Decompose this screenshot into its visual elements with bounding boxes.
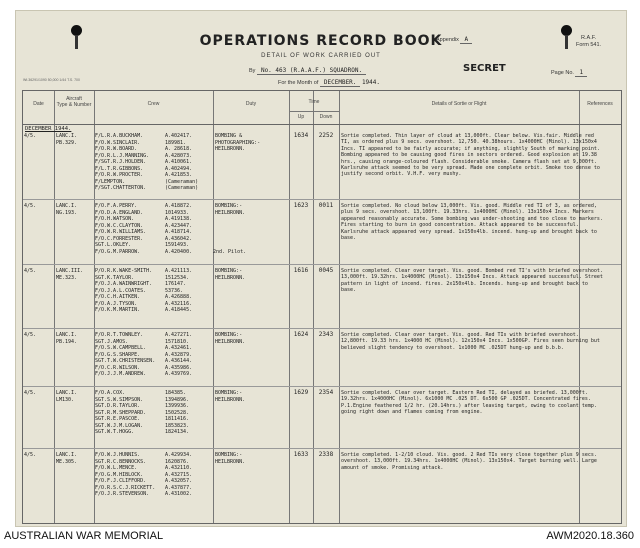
sortie-time-up: 1633: [293, 451, 309, 458]
form-ref-line2: Form 541.: [576, 42, 602, 48]
crew-member: F/O.W.C.CLAYTON.: [95, 222, 144, 229]
record-table: [22, 90, 622, 524]
sortie-duty: BOMBING:- HEILBRONN.: [215, 390, 246, 403]
crew-member: P/O.R.K.WAKE-SMITH.: [95, 268, 153, 274]
crew-service-number: A.418714.: [165, 229, 193, 235]
month-value: DECEMBER.: [320, 79, 361, 87]
crew-service-number: A. 28618.: [165, 146, 193, 152]
sortie-details: Sortie completed. Clear over target. Vis. good. Red TIs with briefed overshoot. 12,800ft. 19.33 hrs. 1x4000 HC (Minol). 12x150x4 Incs. 1x500GP. Fires seen burning but believed slight tendency to overshoot. 1x1000 MC .025DT hung-up and b.b.b.: [341, 332, 600, 351]
crew-service-number: A.419138.: [165, 216, 193, 222]
crew-service-number: 1014933.: [165, 209, 190, 216]
page-value: 1: [575, 69, 587, 77]
crew-service-number: 184385.: [165, 390, 187, 396]
crew-service-number: 1512534.: [165, 274, 190, 281]
header-date: Date: [33, 101, 44, 107]
crew-service-number: A.421113.: [165, 268, 193, 274]
sortie-aircraft: LANC.I. PB.329.: [56, 133, 78, 146]
crew-service-number: A.432057.: [165, 478, 193, 484]
crew-member: F/O.D.A.ENGLAND.: [95, 209, 144, 216]
footer-institution: AUSTRALIAN WAR MEMORIAL: [4, 530, 164, 542]
appendix: [436, 36, 472, 44]
header-down: Down: [319, 114, 333, 120]
sortie-duty: BOMBING:- HEILBRONN.: [215, 203, 246, 216]
crew-member: F/O.W.R.WILLIAMS.: [95, 229, 147, 235]
crew-member: F/O.A.J.TYSON.: [95, 300, 138, 307]
crew-member: SGT.K.TAYLOR.: [95, 274, 135, 281]
sortie-details: Sortie completed. Clear over target. Vis. good. Bombed red TI's with briefed overshoot. 13,000ft. 19.32hrs. 1x4000HC (Minol). 13x150x4 Incs. Attack appeared successful. Street pattern in light of incend. fires. 2x150x4lb. Incends. hung-up and brought back to base.: [341, 268, 603, 294]
sortie-duty: BOMBING:- HEILBRONN.: [215, 268, 246, 281]
sortie-time-up: 1616: [293, 267, 309, 274]
form-subtitle: DETAIL OF WORK CARRIED OUT: [261, 53, 381, 59]
month-label: For the Month of: [278, 80, 319, 86]
crew-member: SGT.R.C.BENNOCKS.: [95, 458, 147, 465]
crew-service-number: A.436144.: [165, 358, 193, 364]
crew-member: SGT.R.E.PASCOE.: [95, 416, 141, 422]
crew-service-number: A.432116.: [165, 300, 193, 307]
crew-service-number: 176147.: [165, 281, 187, 287]
crew-member: F/O.J.R.STEVENSON.: [95, 491, 150, 497]
sortie-date: 4/5.: [24, 390, 37, 396]
crew-service-number: A.421853.: [165, 172, 193, 178]
sortie-date: 4/5.: [24, 332, 37, 338]
sortie-details: Sortie completed. Clear over target. Eastern Red TI, delayed as briefed. 13,000ft. 19.32hrs. 1x4000HC (Minol). 6x1000 MC .025 DT. 6x500 GP .025DT. Concentrated fires. P.1.Engine feathered 1/2 hr. (20.14hrs.) after leaving target, owing to coolant temp. going right down and flames coming from engine.: [341, 390, 597, 416]
form-ref-line1: R.A.F.: [581, 35, 597, 41]
crew-service-number: 1502528.: [165, 409, 190, 416]
sortie-duty: BOMBING & PHOTOGRAPHING:- HEILBRONN.: [215, 133, 261, 152]
sortie-aircraft: LANC.III. ME.323.: [56, 268, 84, 281]
crew-service-number: 1853823.: [165, 422, 190, 429]
secret-stamp: SECRET: [463, 63, 506, 74]
sortie-time-down: 2252: [318, 132, 334, 139]
crew-member: SGT.T.W.CHRISTENSEN.: [95, 358, 156, 364]
crew-service-number: A.429934.: [165, 452, 193, 458]
crew-service-number: A.402417.: [165, 133, 193, 139]
header-details: Details of Sortie or Flight: [431, 101, 487, 107]
crew-member: SGT.S.W.SIMPSON.: [95, 396, 144, 403]
crew-service-number: (Cameraman): [165, 185, 199, 191]
sortie-time-down: 2343: [318, 331, 334, 338]
crew-member: F/SGT.CHATTERTON.: [95, 185, 147, 191]
year-value: 1944.: [361, 79, 380, 86]
sortie-time-down: 2338: [318, 451, 334, 458]
sortie-date: 4/5.: [24, 203, 37, 209]
header-duty: Duty: [245, 101, 257, 107]
crew-service-number: A.418445.: [165, 307, 193, 313]
print-codes: Wt.36291/1090 50,000 1/44 T.S. 700: [23, 78, 80, 82]
month-heading: DECEMBER 1944.: [25, 126, 72, 132]
unit-line: [249, 67, 366, 75]
sortie-aircraft: LANC.I. NG.193.: [56, 203, 78, 216]
crew-member: F/O.G.M.PARROW.: [95, 248, 141, 255]
sortie-time-up: 1624: [293, 331, 309, 338]
sortie-details: Sortie completed. 1-2/10 cloud. Vis. good. 2 Red TIs very close together plus 9 secs. overshoot. 13,000ft. 19.34hrs. 1x4000HC (Minol). 13x150x4. Target burning well. Large amount of smoke. Promising attack.: [341, 452, 597, 471]
crew-member: SGT.J.AMOS.: [95, 338, 129, 345]
month-line: [278, 79, 380, 87]
crew-member: F/O.C.H.AITKEN.: [95, 294, 141, 300]
crew-service-number: 189981.: [165, 139, 187, 146]
crew-member: F/O.G.S.SHARPE.: [95, 351, 141, 358]
sortie-duty: BOMBING:- HEILBRONN.: [215, 332, 246, 345]
page-number: [551, 69, 587, 77]
crew-service-number: A.432461.: [165, 345, 193, 351]
crew-member: F/SGT.R.J.HOLDEN.: [95, 159, 147, 165]
crew-service-number: 1811416.: [165, 416, 190, 422]
record-sheet: [15, 10, 627, 527]
crew-service-number: 53736.: [165, 287, 184, 294]
crew-service-number: A.402494.: [165, 165, 193, 172]
header-aircraft: Aircraft Type & Number: [56, 96, 92, 108]
crew-member: F/O.W.L.MENCE.: [95, 465, 138, 471]
sortie-time-up: 1634: [293, 132, 309, 139]
sortie-date: 4/5.: [24, 268, 37, 274]
crew-service-number: 1571810.: [165, 338, 190, 345]
crew-member: F/O.W.J.HUNNIS.: [95, 452, 141, 458]
crew-service-number: A.426888.: [165, 294, 193, 300]
crew-member: F/O.C.R.WILSON.: [95, 364, 141, 371]
crew-service-number: A.418872.: [165, 203, 193, 209]
crew-service-number: 1399936.: [165, 403, 190, 409]
crew-member: F/O.G.M.HIBLOCK.: [95, 471, 144, 478]
crew-member: F/O.C.FORRESTER.: [95, 235, 144, 242]
crew-service-number: A.437877.: [165, 484, 193, 491]
crew-member: SGT.W.J.M.LOGAN.: [95, 422, 144, 429]
crew-member: SGT.W.T.HOGG.: [95, 429, 135, 435]
sortie-duty: BOMBING:- HEILBRONN.: [215, 452, 246, 465]
sortie-time-up: 1623: [293, 202, 309, 209]
header-references: References: [587, 101, 613, 107]
header-time: Time: [308, 99, 320, 105]
crew-service-number: A.436042.: [165, 235, 193, 242]
crew-member: F/O.R.S.C.J.RICKETT.: [95, 484, 156, 491]
crew-service-number: 1394896.: [165, 396, 190, 403]
sortie-aircraft: LANC.I. PB.194.: [56, 332, 78, 345]
by-label: By: [249, 68, 256, 74]
crew-service-number: A.435986.: [165, 364, 193, 371]
crew-service-number: (Cameraman): [165, 178, 199, 185]
crew-service-number: A.428073.: [165, 152, 193, 159]
header-crew: Crew: [147, 101, 160, 107]
crew-service-number: 1620876.: [165, 458, 190, 465]
sortie-details: Sortie completed. Thin layer of cloud at 13,000ft. Clear below. Vis.fair. Middle red TI, as ordered plus 9 secs. overshoot. 12,750. 40.38hours. 1x4000HC (Minol). 13x150x4 Incs. TI appeared to be fairly accurate; if anything, slightly South of marking point. Bombing appeared to be causing good fires in sectors ordered. Good explosion at 19.38 hrs., causing orange-coloured flash. Considerable smoke. Camera flash set at 9,000ft. Karlsruhe attack seemed to be very spread. Made one complete orbit. Smoke too dense to justify second orbit. V.H.F. very mushy.: [341, 133, 600, 178]
crew-member: F/O.R.L.J.MANNING.: [95, 152, 150, 159]
crew-member: F/O.H.WATSON.: [95, 216, 135, 222]
crew-member: F/O.R.W.PROCTER.: [95, 172, 144, 178]
crew-member: F/LEMPTON.: [95, 178, 126, 185]
crew-member: F/O.R.T.TOWNLEY.: [95, 332, 144, 338]
sortie-aircraft: LANC.I. ME.305.: [56, 452, 78, 465]
crew-member: F/O.S.W.CAMPBELL.: [95, 345, 147, 351]
crew-service-number: A.410061.: [165, 159, 193, 165]
crew-note: 2nd. Pilot.: [213, 248, 247, 255]
form-title: OPERATIONS RECORD BOOK: [199, 33, 443, 49]
crew-member: SGT.R.M.SHEPPARD.: [95, 409, 147, 416]
footer-accession: AWM2020.18.360: [546, 530, 634, 542]
crew-service-number: A.420400.: [165, 248, 193, 255]
crew-service-number: A.427271.: [165, 332, 193, 338]
header-up: Up: [297, 114, 305, 120]
unit-name: No. 463 (R.A.A.F.) SQUADRON.: [257, 67, 366, 75]
crew-service-number: A.432879.: [165, 351, 193, 358]
crew-member: SGT.L.OKLEY.: [95, 242, 132, 248]
sortie-time-down: 2354: [318, 389, 334, 396]
crew-service-number: A.431002.: [165, 491, 193, 497]
sortie-date: 4/5.: [24, 133, 37, 139]
crew-service-number: A.432110.: [165, 465, 193, 471]
crew-member: F/O.W.SINCLAIR.: [95, 139, 141, 146]
crew-member: F/O.A.COX.: [95, 390, 126, 396]
crew-member: F/L.T.R.GIBBONS.: [95, 165, 144, 172]
sortie-aircraft: LANC.I. LM130.: [56, 390, 78, 403]
appendix-value: A: [460, 36, 472, 44]
page-label: Page No.: [551, 70, 574, 76]
crew-member: SGT.D.R.TAYLOR.: [95, 403, 141, 409]
crew-member: F/O.J.J.M.ANDREW.: [95, 371, 147, 377]
sortie-time-down: 0045: [318, 267, 334, 274]
crew-member: F/O.F.A.PERRY.: [95, 203, 138, 209]
crew-member: F/O.J.A.L.COATES.: [95, 287, 147, 294]
crew-member: F/O.J.A.WAINWRIGHT.: [95, 281, 153, 287]
crew-member: F/O.R.W.BOARD.: [95, 146, 138, 152]
crew-member: F/L.R.A.BUCKHAM.: [95, 133, 144, 139]
sortie-time-down: 0011: [318, 202, 334, 209]
sortie-date: 4/5.: [24, 452, 37, 458]
crew-service-number: A.423447.: [165, 222, 193, 229]
sortie-time-up: 1629: [293, 389, 309, 396]
crew-service-number: 1591493.: [165, 242, 190, 248]
sortie-details: Sortie completed. No cloud below 13,000ft. Vis. good. Middle red TI of 3, as ordered, plus 9 secs. overshoot. 13,100ft. 19.33hrs. 1x4000HC (Minol). 13x150x4 Incs. Markers appeared reasonably accurate. Some bombing was under-shooting and too close to markers. Fires starting to burn in good concentration. Attack appeared to be successful. Karlsruhe attack appeared very spread. 1x150x4lb. incend. hung-up and brought back to base.: [341, 203, 603, 242]
crew-service-number: A.432715.: [165, 471, 193, 478]
form-ref: [576, 35, 601, 49]
crew-member: F/O.K.M.MARTIN.: [95, 307, 141, 313]
crew-service-number: A.439769.: [165, 371, 193, 377]
crew-member: F/O.F.J.CLIFFORD.: [95, 478, 147, 484]
appendix-label: Appendix: [436, 37, 459, 43]
crew-service-number: 1824134.: [165, 429, 190, 435]
